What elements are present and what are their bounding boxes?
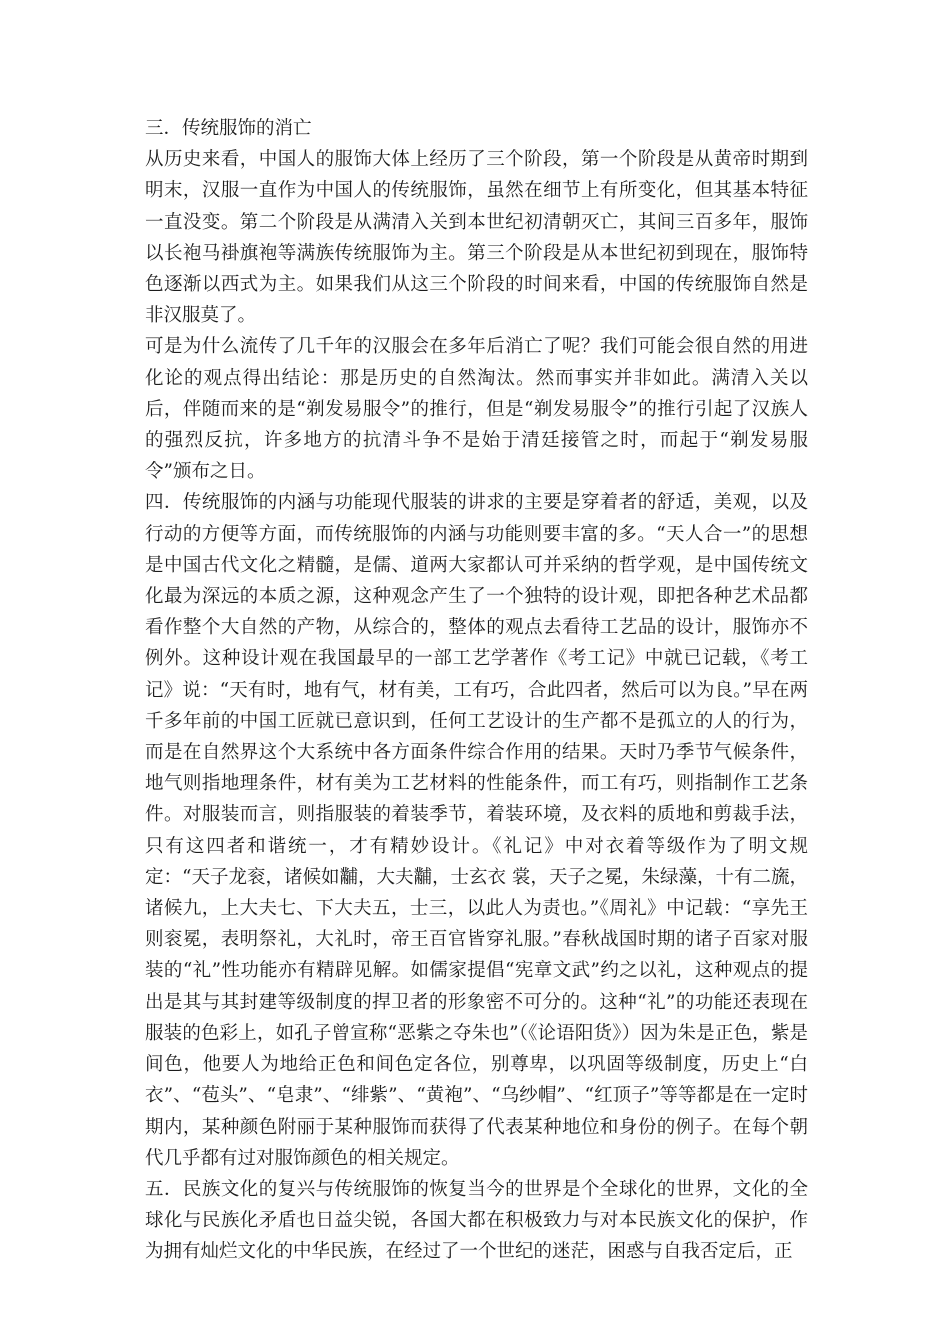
paragraph-why-disappeared: 可是为什么流传了几千年的汉服会在多年后消亡了呢？我们可能会很自然的用进化论的观点得出结论：那是历史的自然淘汰。然而事实并非如此。满清入关以后，伴随而来的是“剃发易服令”的推行，但是“剃发易服令”的推行引起了汉族人的强烈反抗，许多地方的抗清斗争不是始于清廷接管之时，而起于“剃发易服令”颁布之日。 — [145, 336, 808, 483]
paragraph-section-4: 四．传统服饰的内涵与功能现代服装的讲求的主要是穿着者的舒适，美观，以及行动的方便等方面，而传统服饰的内涵与功能则要丰富的多。“天人合一”的思想是中国古代文化之精髓，是儒、道两大家都认可并采纳的哲学观，是中国传统文化最为深远的本质之源，这种观念产生了一个独特的设计观，即把各种艺术品都看作整个大自然的产物，从综合的，整体的观点去看待工艺品的设计，服饰亦不例外。这种设计观在我国最早的一部工艺学著作《考工记》中就已记载，《考工记》说：“天有时，地有气，材有美，工有巧，合此四者，然后可以为良。”早在两千多年前的中国工匠就已意识到，任何工艺设计的生产都不是孤立的人的行为，而是在自然界这个大系统中各方面条件综合作用的结果。天时乃季节气候条件，地气则指地理条件，材有美为工艺材料的性能条件，而工有巧，则指制作工艺条件。对服装而言，则指服装的着装季节，着装环境，及衣料的质地和剪裁手法，只有这四者和谐统一，才有精妙设计。《礼记》中对衣着等级作为了明文规定：“天子龙衮，诸候如黼，大夫黼，士玄衣 裳，天子之冕，朱绿藻，十有二旒，诸候九，上大夫七、下大夫五，士三，以此人为责也。”《周礼》中记载：“享先王则衮冕，表明祭礼，大礼时，帝王百官皆穿礼服。”春秋战国时期的诸子百家对服装的“礼”性功能亦有精辟见解。如儒家提倡“宪章文武”约之以礼，这种观点的提出是其与其封建等级制度的捍卫者的形象密不可分的。这种“礼”的功能还表现在服装的色彩上，如孔子曾宣称“恶紫之夺朱也”（《论语阳货》）因为朱是正色，紫是间色，他要人为地给正色和间色定各位，别尊卑，以巩固等级制度，历史上“白衣”、“苞头”、“皂隶”、“绯紫”、“黄袍”、“乌纱帽”、“红顶子”等等都是在一定时期内，某种颜色附丽于某种服饰而获得了代表某种地位和身份的例子。在每个朝代几乎都有过对服饰颜色的相关规定。 — [145, 492, 808, 1169]
section-heading-3: 三．传统服饰的消亡 — [145, 118, 312, 139]
paragraph-section-5: 五．民族文化的复兴与传统服饰的恢复当今的世界是个全球化的世界，文化的全球化与民族化矛盾也日益尖锐，各国大都在积极致力与对本民族文化的保护，作为拥有灿烂文化的中华民族，在经过了一个世纪的迷茫，困惑与自我否定后，正 — [145, 1178, 808, 1263]
document-body — [145, 113, 808, 1268]
paragraph-history: 从历史来看，中国人的服饰大体上经历了三个阶段，第一个阶段是从黄帝时期到明末，汉服一直作为中国人的传统服饰，虽然在细节上有所变化，但其基本特征一直没变。第二个阶段是从满清入关到本世纪初清朝灭亡，其间三百多年，服饰以长袍马褂旗袍等满族传统服饰为主。第三个阶段是从本世纪初到现在，服饰特色逐渐以西式为主。如果我们从这三个阶段的时间来看，中国的传统服饰自然是非汉服莫了。 — [145, 149, 808, 327]
